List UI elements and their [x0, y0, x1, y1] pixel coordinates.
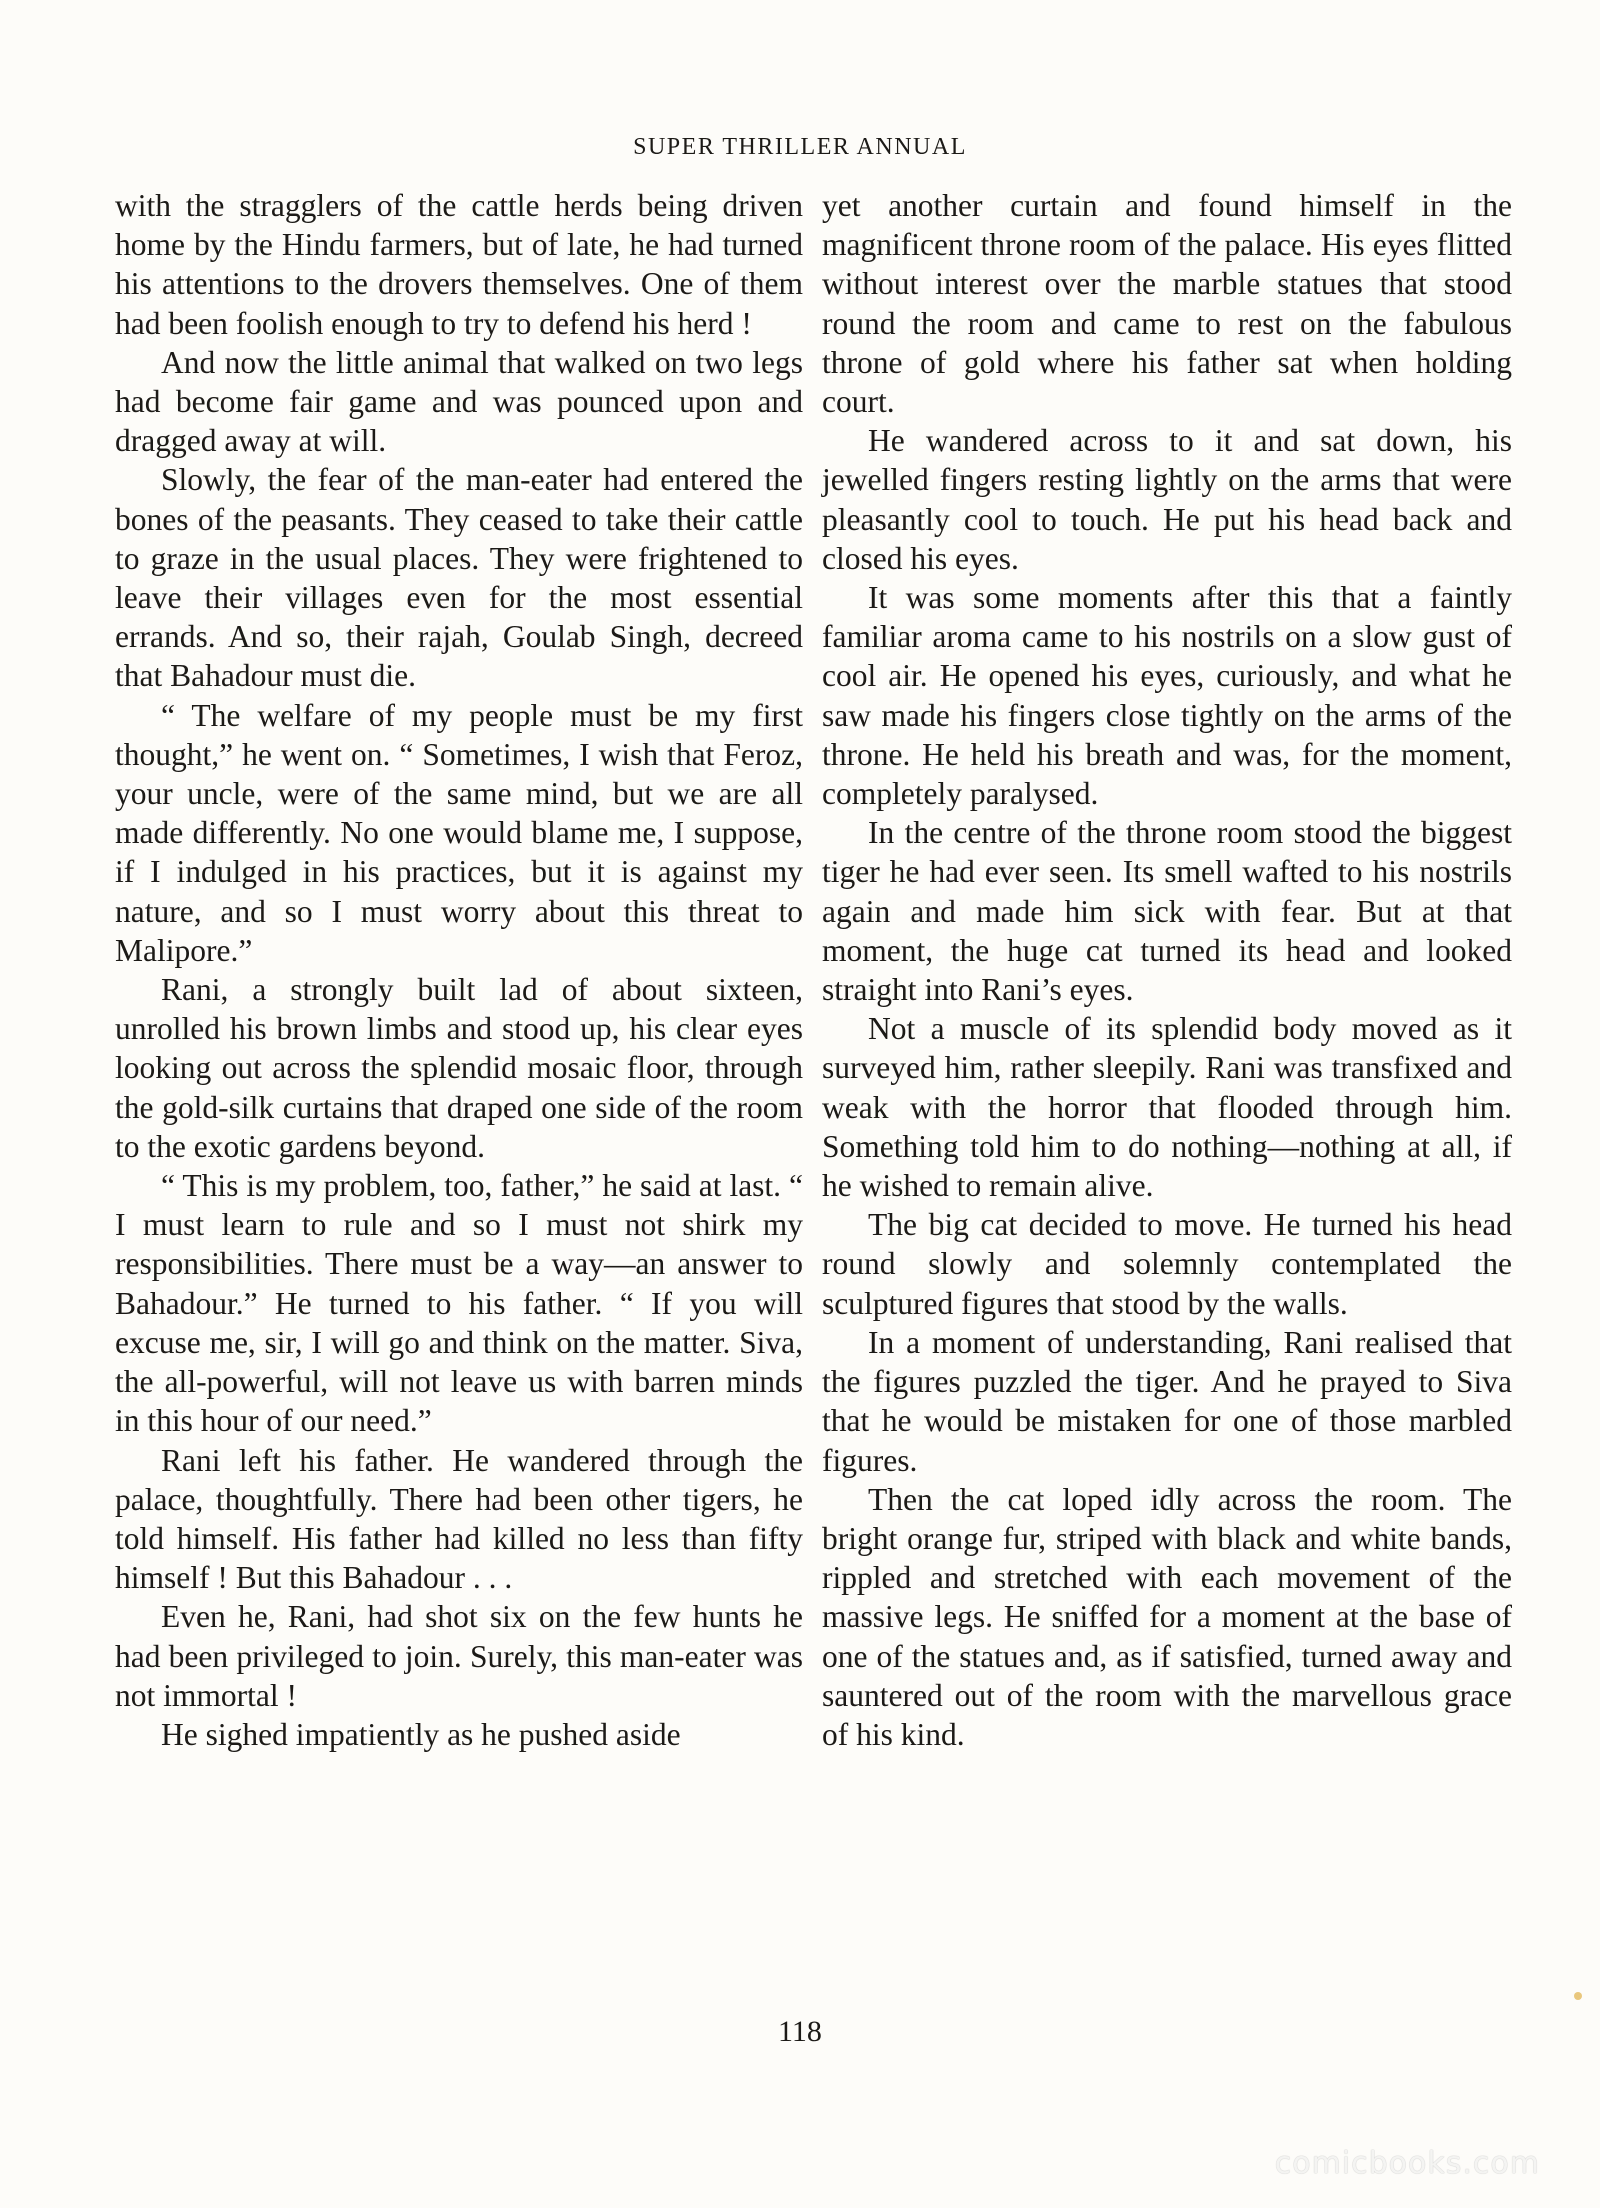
paragraph: with the stragglers of the cattle herds being driven home by the Hindu farmers, but of late, he had turned his attentions to the drovers themselves. One of them had been foolish enough to try to defend his herd ! [115, 188, 803, 341]
paragraph: yet another curtain and found himself in the magnificent throne room of the palace. His eyes flitted without interest over the marble statues that stood round the room and came to rest on the fabulous throne of gold where his father sat when holding court. [822, 188, 1512, 420]
paragraph: Rani left his father. He wandered through the palace, thoughtfully. There had been other tigers, he told himself. His father had killed no less than fifty himself ! But this Bahadour . . . [115, 1442, 803, 1596]
paragraph: And now the little animal that walked on two legs had become fair game and was pounced upon and dragged away at will. [115, 344, 803, 459]
paper-speck [1574, 1992, 1582, 2000]
paragraph: In the centre of the throne room stood the biggest tiger he had ever seen. Its smell wafted to his nostrils again and made him sick with fear. But at that moment, the huge cat turned its head and looked straight into Rani’s eyes. [822, 815, 1512, 1008]
right-column [822, 186, 1512, 1754]
paragraph: Even he, Rani, had shot six on the few hunts he had been privileged to join. Surely, this man-eater was not immortal ! [115, 1599, 803, 1713]
paragraph: “ The welfare of my people must be my first thought,” he went on. “ Sometimes, I wish that Feroz, your uncle, were of the same mind, but we are all made differently. No one would blame me, I suppose, if I indulged in his practices, but it is against my nature, and so I must worry about this threat to Malipore.” [115, 697, 803, 968]
watermark: comicbooks.com [1274, 2146, 1540, 2181]
paragraph: He wandered across to it and sat down, his jewelled fingers resting lightly on the arms that were pleasantly cool to touch. He put his head back and closed his eyes. [822, 423, 1512, 576]
paragraph: It was some moments after this that a faintly familiar aroma came to his nostrils on a slow gust of cool air. He opened his eyes, curiously, and what he saw made his fingers close tightly on the arms of the throne. He held his breath and was, for the moment, completely paralysed. [822, 580, 1512, 812]
left-column [115, 186, 803, 1754]
paragraph: Rani, a strongly built lad of about sixteen, unrolled his brown limbs and stood up, his clear eyes looking out across the splendid mosaic floor, through the gold-silk curtains that draped one side of the room to the exotic gardens beyond. [115, 972, 803, 1164]
paragraph: Then the cat loped idly across the room. The bright orange fur, striped with black and white bands, rippled and stretched with each movement of the massive legs. He sniffed for a moment at the base of one of the statues and, as if satisfied, turned away and sauntered out of the room with the marvellous grace of his kind. [822, 1481, 1512, 1752]
running-title: SUPER THRILLER ANNUAL [633, 134, 967, 160]
paragraph: He sighed impatiently as he pushed aside [161, 1716, 681, 1752]
paragraph: “ This is my problem, too, father,” he said at last. “ I must learn to rule and so I must not shirk my responsibilities. There must be a way—an answer to Bahadour.” He turned to his father. “ If you will excuse me, sir, I will go and think on the matter. Siva, the all-powerful, will not leave us with barren minds in this hour of our need.” [115, 1168, 803, 1439]
paragraph: The big cat decided to move. He turned his head round slowly and solemnly contemplated the sculptured figures that stood by the walls. [822, 1207, 1512, 1321]
page-number: 118 [778, 2015, 822, 2048]
paragraph: Not a muscle of its splendid body moved as it surveyed him, rather sleepily. Rani was transfixed and weak with the horror that flooded through him. Something told him to do nothing—nothing at all, if he wished to remain alive. [822, 1011, 1512, 1204]
paragraph: In a moment of understanding, Rani realised that the figures puzzled the tiger. And he prayed to Siva that he would be mistaken for one of those marbled figures. [822, 1324, 1512, 1478]
paragraph: Slowly, the fear of the man-eater had entered the bones of the peasants. They ceased to take their cattle to graze in the usual places. They were frightened to leave their villages even for the most essential errands. And so, their rajah, Goulab Singh, decreed that Bahadour must die. [115, 462, 803, 694]
